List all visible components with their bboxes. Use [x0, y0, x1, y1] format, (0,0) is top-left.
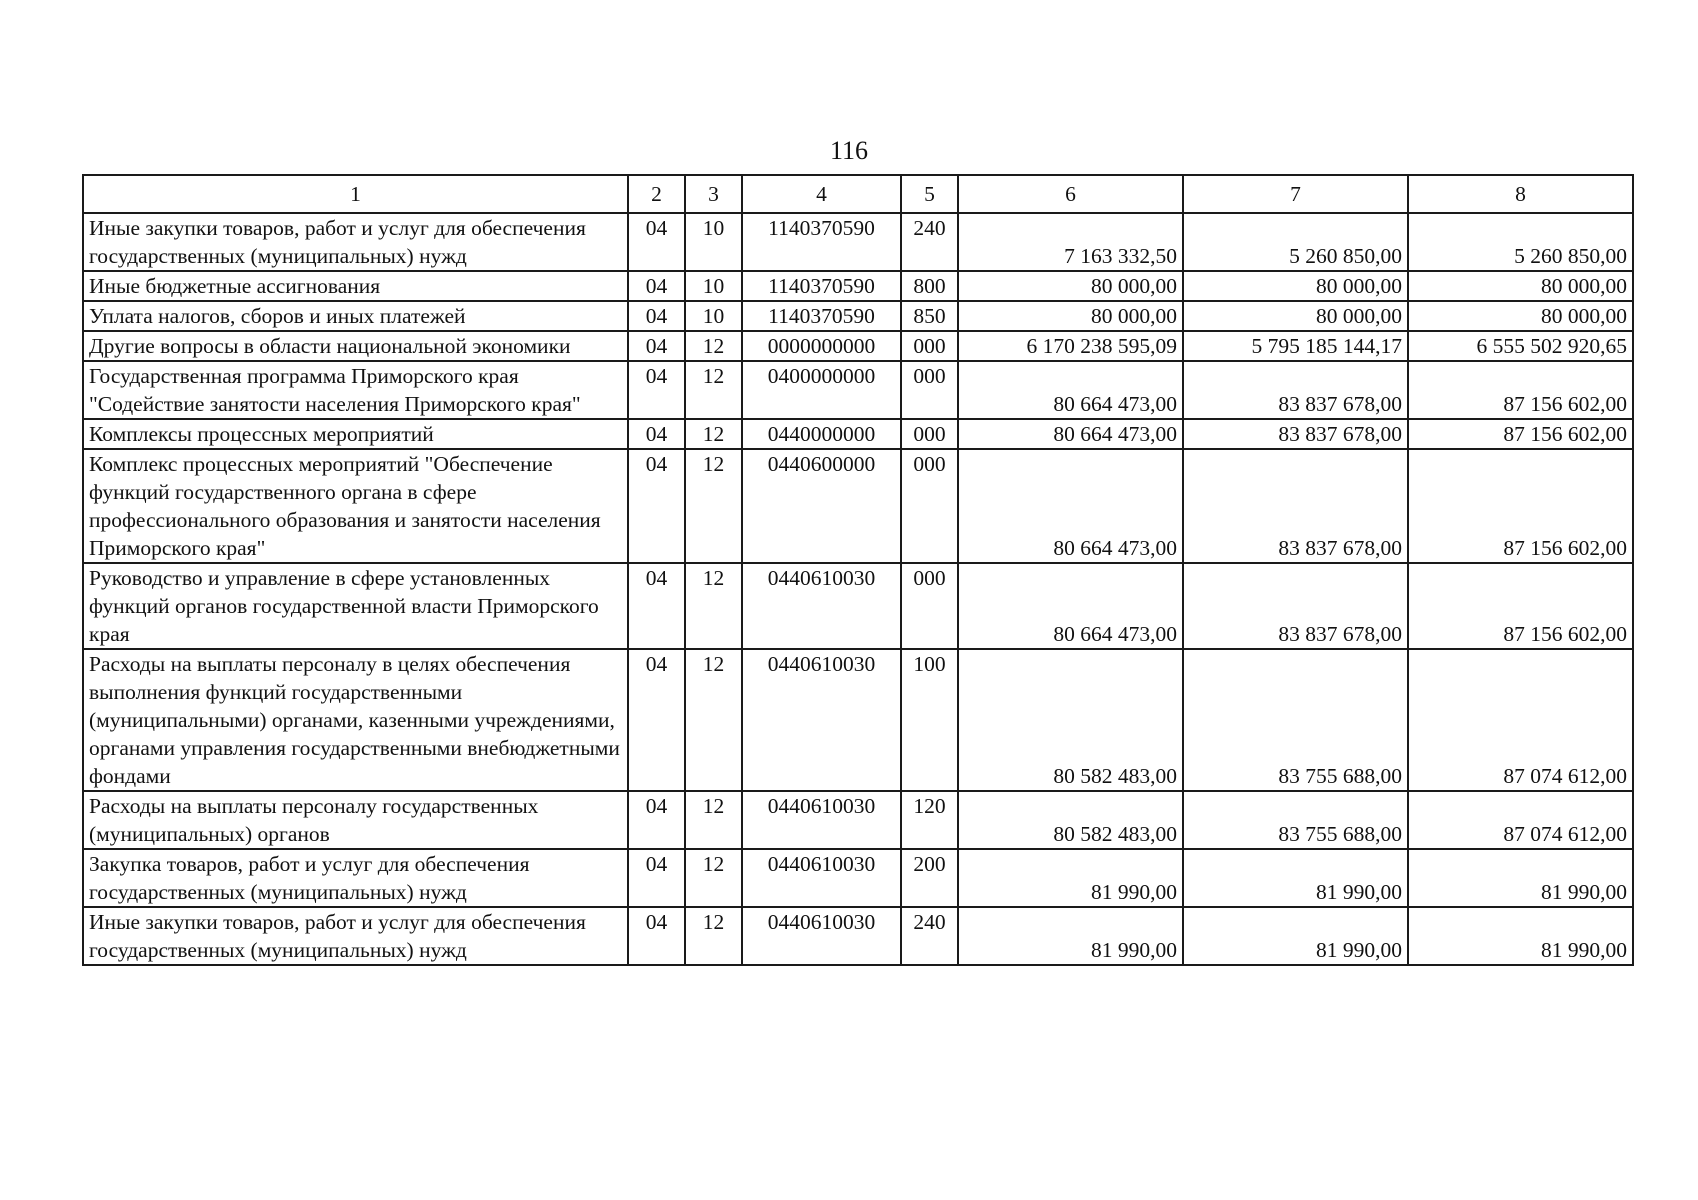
expense-type-cell: 120 [901, 791, 958, 849]
section-code-cell: 04 [628, 419, 685, 449]
row-name-cell: Руководство и управление в сфере установленных функций органов государственной власти Приморского края [83, 563, 628, 649]
target-article-cell: 1140370590 [742, 271, 901, 301]
amount-cell-col8: 6 555 502 920,65 [1408, 331, 1633, 361]
amount-cell-col7: 81 990,00 [1183, 907, 1408, 965]
subsection-code-cell: 12 [685, 449, 742, 563]
table-row [83, 361, 1633, 419]
column-header: 7 [1183, 175, 1408, 213]
column-number-row [83, 175, 1633, 213]
amount-cell-col7: 80 000,00 [1183, 271, 1408, 301]
target-article-cell: 0440610030 [742, 563, 901, 649]
amount-cell-col6: 80 000,00 [958, 301, 1183, 331]
page-number: 116 [829, 136, 869, 165]
table-row [83, 791, 1633, 849]
expense-type-cell: 000 [901, 563, 958, 649]
row-name-cell: Иные закупки товаров, работ и услуг для обеспечения государственных (муниципальных) нужд [83, 213, 628, 271]
target-article-cell: 0000000000 [742, 331, 901, 361]
subsection-code-cell: 10 [685, 213, 742, 271]
table-row [83, 907, 1633, 965]
budget-table [82, 174, 1634, 966]
table-row [83, 271, 1633, 301]
target-article-cell: 1140370590 [742, 213, 901, 271]
subsection-code-cell: 12 [685, 419, 742, 449]
subsection-code-cell: 10 [685, 271, 742, 301]
subsection-code-cell: 12 [685, 331, 742, 361]
expense-type-cell: 000 [901, 419, 958, 449]
expense-type-cell: 100 [901, 649, 958, 791]
column-header: 4 [742, 175, 901, 213]
amount-cell-col8: 87 156 602,00 [1408, 563, 1633, 649]
amount-cell-col6: 80 000,00 [958, 271, 1183, 301]
amount-cell-col7: 83 837 678,00 [1183, 449, 1408, 563]
expense-type-cell: 000 [901, 449, 958, 563]
amount-cell-col8: 80 000,00 [1408, 271, 1633, 301]
amount-cell-col8: 80 000,00 [1408, 301, 1633, 331]
expense-type-cell: 200 [901, 849, 958, 907]
amount-cell-col7: 83 755 688,00 [1183, 791, 1408, 849]
section-code-cell: 04 [628, 301, 685, 331]
target-article-cell: 0440000000 [742, 419, 901, 449]
expense-type-cell: 000 [901, 361, 958, 419]
column-header: 3 [685, 175, 742, 213]
column-header: 1 [83, 175, 628, 213]
amount-cell-col8: 87 074 612,00 [1408, 649, 1633, 791]
section-code-cell: 04 [628, 563, 685, 649]
row-name-cell: Иные бюджетные ассигнования [83, 271, 628, 301]
subsection-code-cell: 12 [685, 361, 742, 419]
amount-cell-col7: 5 795 185 144,17 [1183, 331, 1408, 361]
expense-type-cell: 240 [901, 213, 958, 271]
expense-type-cell: 850 [901, 301, 958, 331]
table-row [83, 563, 1633, 649]
section-code-cell: 04 [628, 649, 685, 791]
section-code-cell: 04 [628, 449, 685, 563]
row-name-cell: Уплата налогов, сборов и иных платежей [83, 301, 628, 331]
section-code-cell: 04 [628, 361, 685, 419]
row-name-cell: Другие вопросы в области национальной экономики [83, 331, 628, 361]
section-code-cell: 04 [628, 213, 685, 271]
subsection-code-cell: 12 [685, 907, 742, 965]
section-code-cell: 04 [628, 907, 685, 965]
table-row [83, 301, 1633, 331]
amount-cell-col8: 81 990,00 [1408, 849, 1633, 907]
section-code-cell: 04 [628, 271, 685, 301]
row-name-cell: Расходы на выплаты персоналу государственных (муниципальных) органов [83, 791, 628, 849]
amount-cell-col7: 83 837 678,00 [1183, 563, 1408, 649]
amount-cell-col7: 81 990,00 [1183, 849, 1408, 907]
amount-cell-col8: 87 156 602,00 [1408, 361, 1633, 419]
amount-cell-col6: 80 664 473,00 [958, 563, 1183, 649]
amount-cell-col6: 80 664 473,00 [958, 361, 1183, 419]
amount-cell-col8: 5 260 850,00 [1408, 213, 1633, 271]
target-article-cell: 0400000000 [742, 361, 901, 419]
target-article-cell: 0440610030 [742, 649, 901, 791]
table-row [83, 419, 1633, 449]
subsection-code-cell: 12 [685, 563, 742, 649]
row-name-cell: Государственная программа Приморского края "Содействие занятости населения Приморского края" [83, 361, 628, 419]
column-header: 8 [1408, 175, 1633, 213]
amount-cell-col6: 80 664 473,00 [958, 449, 1183, 563]
amount-cell-col7: 5 260 850,00 [1183, 213, 1408, 271]
section-code-cell: 04 [628, 849, 685, 907]
table-row [83, 649, 1633, 791]
amount-cell-col6: 80 582 483,00 [958, 649, 1183, 791]
table-row [83, 331, 1633, 361]
subsection-code-cell: 12 [685, 849, 742, 907]
amount-cell-col8: 87 074 612,00 [1408, 791, 1633, 849]
column-header: 2 [628, 175, 685, 213]
target-article-cell: 1140370590 [742, 301, 901, 331]
target-article-cell: 0440610030 [742, 849, 901, 907]
column-header: 5 [901, 175, 958, 213]
subsection-code-cell: 10 [685, 301, 742, 331]
row-name-cell: Закупка товаров, работ и услуг для обеспечения государственных (муниципальных) нужд [83, 849, 628, 907]
row-name-cell: Комплексы процессных мероприятий [83, 419, 628, 449]
row-name-cell: Расходы на выплаты персоналу в целях обеспечения выполнения функций государственными (муниципальными) органами, казенными учреждениями, органами управления государственными внебюджетными фондами [83, 649, 628, 791]
expense-type-cell: 240 [901, 907, 958, 965]
section-code-cell: 04 [628, 791, 685, 849]
column-header: 6 [958, 175, 1183, 213]
table-row [83, 849, 1633, 907]
amount-cell-col7: 83 755 688,00 [1183, 649, 1408, 791]
table-body [83, 213, 1633, 965]
target-article-cell: 0440600000 [742, 449, 901, 563]
amount-cell-col7: 80 000,00 [1183, 301, 1408, 331]
amount-cell-col6: 81 990,00 [958, 907, 1183, 965]
row-name-cell: Комплекс процессных мероприятий "Обеспечение функций государственного органа в сфере профессионального образования и занятости населения Приморского края" [83, 449, 628, 563]
expense-type-cell: 000 [901, 331, 958, 361]
row-name-cell: Иные закупки товаров, работ и услуг для обеспечения государственных (муниципальных) нужд [83, 907, 628, 965]
target-article-cell: 0440610030 [742, 791, 901, 849]
amount-cell-col7: 83 837 678,00 [1183, 361, 1408, 419]
amount-cell-col7: 83 837 678,00 [1183, 419, 1408, 449]
subsection-code-cell: 12 [685, 791, 742, 849]
amount-cell-col6: 7 163 332,50 [958, 213, 1183, 271]
table-row [83, 449, 1633, 563]
amount-cell-col8: 81 990,00 [1408, 907, 1633, 965]
amount-cell-col6: 80 582 483,00 [958, 791, 1183, 849]
table-row [83, 213, 1633, 271]
amount-cell-col8: 87 156 602,00 [1408, 419, 1633, 449]
expense-type-cell: 800 [901, 271, 958, 301]
amount-cell-col8: 87 156 602,00 [1408, 449, 1633, 563]
target-article-cell: 0440610030 [742, 907, 901, 965]
amount-cell-col6: 80 664 473,00 [958, 419, 1183, 449]
section-code-cell: 04 [628, 331, 685, 361]
amount-cell-col6: 6 170 238 595,09 [958, 331, 1183, 361]
amount-cell-col6: 81 990,00 [958, 849, 1183, 907]
subsection-code-cell: 12 [685, 649, 742, 791]
